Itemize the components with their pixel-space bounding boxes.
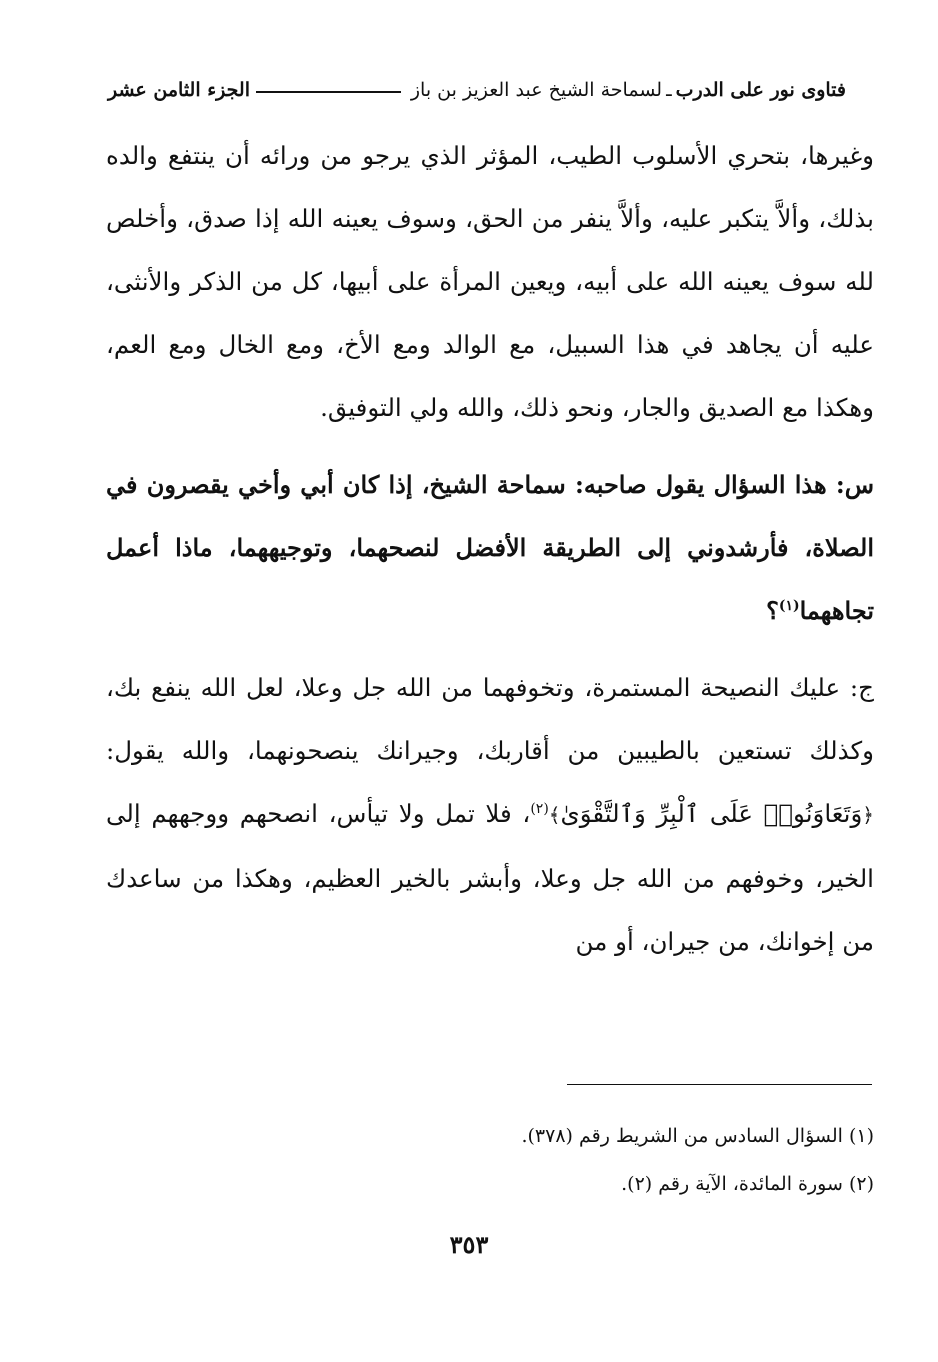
intro-paragraph: وغيرها، بتحري الأسلوب الطيب، المؤثر الذي يرجو من ورائه أن ينتفع والده بذلك، وألاَّ يتكبر عليه، وألاَّ ينفر من الحق، وسوف يعينه الله إذا صدق، وأخلص لله سوف يعينه الله على أبيه، ويعين المرأة على أبيها، كل من الذكر والأنثى، عليه أن يجاهد في هذا السبيل، مع الوالد ومع الأخ، ومع الخال ومع العم، وهكذا مع الصديق والجار، ونحو ذلك، والله ولي التوفيق. bbox=[106, 141, 874, 422]
verse-open-ornament: ﴿ bbox=[862, 803, 874, 827]
footnote-ref-1[interactable]: (١) bbox=[778, 598, 800, 614]
footnote-divider bbox=[567, 1084, 872, 1085]
volume-label: الجزء الثامن عشر bbox=[108, 79, 250, 101]
question-paragraph bbox=[106, 453, 874, 642]
running-header bbox=[108, 72, 846, 108]
footnotes bbox=[106, 1112, 874, 1208]
footnote-1: (١) السؤال السادس من الشريط رقم (٣٧٨). bbox=[521, 1125, 874, 1147]
question-mark: ؟ bbox=[766, 596, 779, 625]
footnote-ref-2[interactable]: (٢) bbox=[530, 800, 549, 817]
answer-text-2: ، فلا تمل ولا تيأس، انصحهم ووجههم إلى الخير، وخوفهم من الله جل وعلا، وأبشر بالخير العظيم، وهكذا من ساعدك من إخوانك، من جيران، أو من bbox=[106, 799, 874, 956]
verse-close-ornament: ﴾ bbox=[548, 803, 561, 827]
answer-paragraph bbox=[106, 656, 874, 973]
book-author: لسماحة الشيخ عبد العزيز بن باز bbox=[410, 79, 663, 101]
answer-text-1: ج: عليك النصيحة المستمرة، وتخوفهما من الله جل وعلا، لعل الله ينفع بك، وكذلك تستعين بالطيبين من أقاربك، وجيرانك ينصحونهما، والله يقول: bbox=[106, 673, 874, 765]
question-text: س: هذا السؤال يقول صاحبه: سماحة الشيخ، إذا كان أبي وأخي يقصرون في الصلاة، فأرشدوني إلى الطريقة الأفضل لنصحهما، وتوجيههما، ماذا أعمل تجاههما bbox=[106, 470, 874, 625]
quran-verse bbox=[549, 799, 874, 828]
header-rule bbox=[256, 91, 401, 93]
header-separator: ـ bbox=[666, 79, 672, 101]
verse-text: وَتَعَاوَنُوا۟ عَلَى ٱلْبِرِّ وَٱلتَّقْوَىٰ bbox=[560, 799, 863, 828]
page-body bbox=[106, 124, 874, 973]
footnote-2: (٢) سورة المائدة، الآية رقم (٢). bbox=[621, 1173, 874, 1195]
book-title: فتاوى نور على الدرب bbox=[675, 79, 846, 101]
page-number: ٣٥٣ bbox=[449, 1230, 489, 1259]
